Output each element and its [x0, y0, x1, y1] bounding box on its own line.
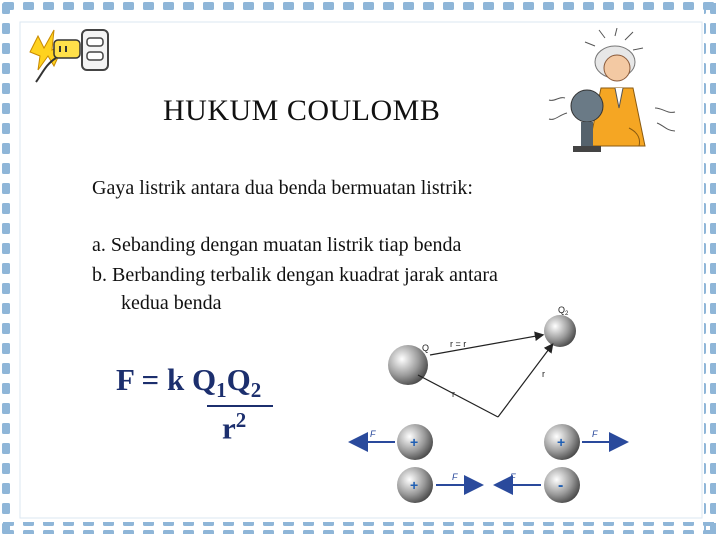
coulomb-formula-denominator	[222, 408, 246, 446]
formula-q2-sub: 2	[250, 378, 262, 403]
formula-q2: Q	[226, 362, 251, 397]
point-b	[92, 264, 498, 287]
minus-sign-bottom: -	[558, 477, 564, 494]
label-q2: $Q_2$	[558, 305, 569, 317]
plus-sign-left: +	[410, 434, 419, 450]
formula-q1: Q	[191, 362, 217, 397]
electric-plug-clipart	[24, 22, 114, 92]
coulomb-formula-numerator	[116, 362, 261, 403]
point-a	[92, 234, 461, 257]
plus-sign-right: +	[557, 434, 566, 450]
formula-den-sup: 2	[235, 408, 247, 432]
label-r1: r	[452, 389, 455, 399]
point-b-marker: b.	[92, 264, 107, 286]
vector-r1	[418, 375, 498, 417]
label-r-equation: r = r	[450, 339, 467, 349]
vector-r2	[498, 345, 552, 417]
charge-diagram	[340, 305, 640, 505]
formula-den: r	[222, 410, 236, 446]
force-label-attract-left: F	[452, 472, 458, 482]
charge-q2-sphere	[544, 315, 576, 347]
formula-fraction-line	[207, 405, 273, 407]
label-r2: r	[542, 369, 545, 379]
point-b-text: Berbanding terbalik dengan kuadrat jarak antara	[112, 264, 498, 286]
point-a-marker: a.	[92, 234, 106, 256]
intro-text: Gaya listrik antara dua benda bermuatan listrik:	[92, 177, 473, 199]
vector-r	[430, 335, 542, 355]
formula-lhs: F = k	[116, 362, 185, 397]
force-label-attract-right: F	[510, 472, 516, 482]
scientist-clipart	[545, 28, 685, 163]
force-label-right: F	[592, 429, 598, 439]
formula-q1-sub: 1	[216, 378, 227, 403]
slide-title: HUKUM COULOMB	[163, 94, 441, 127]
label-q1: Q	[422, 343, 430, 353]
point-b-continued: kedua benda	[121, 292, 222, 314]
plus-sign-bottom: +	[410, 477, 419, 493]
force-label-left: F	[370, 429, 376, 439]
point-a-text: Sebanding dengan muatan listrik tiap benda	[110, 234, 462, 256]
